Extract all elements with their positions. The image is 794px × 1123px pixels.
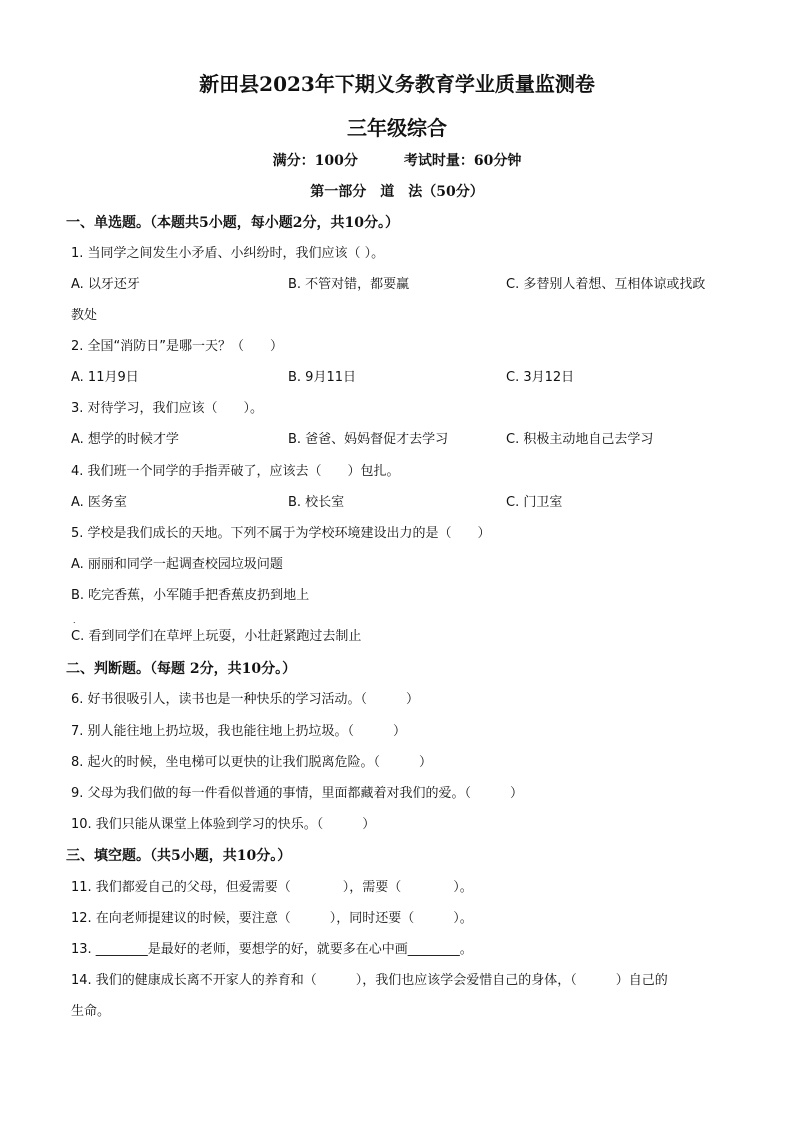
question-14-continued: 生命。 [71,1004,111,1019]
full-score: 满分：100分 [272,153,358,169]
section-heading-single-choice: 一、单选题。（本题共5小题，每小题2分，共10分。） [66,215,399,231]
question-1-option-a: A. 以牙还牙 [71,277,140,292]
question-2-stem: 2. 全国“消防日”是哪一天？（ ） [71,339,284,354]
question-3-option-b: B. 爸爸、妈妈督促才去学习 [288,432,449,447]
question-9: 9. 父母为我们做的每一件看似普通的事情，里面都藏着对我们的爱。（ ） [71,786,524,801]
exam-duration: 考试时量：60分钟 [403,153,522,169]
question-1-option-c-continued: 教处 [71,308,98,323]
question-11: 11. 我们都爱自己的父母，但爱需要（ ），需要（ ）。 [71,880,473,895]
question-5-option-a: A. 丽丽和同学一起调查校园垃圾问题 [71,557,283,572]
question-10: 10. 我们只能从课堂上体验到学习的快乐。（ ） [71,817,376,832]
question-12: 12. 在向老师提建议的时候，要注意（ ），同时还要（ ）。 [71,911,473,926]
question-4-option-a: A. 医务室 [71,495,127,510]
question-5-stem: 5. 学校是我们成长的天地。下列不属于为学校环境建设出力的是（ ） [71,526,491,541]
question-3-option-a: A. 想学的时候才学 [71,432,179,447]
question-2-option-c: C. 3月12日 [506,370,575,385]
section-heading-fill-in: 三、填空题。（共5小题，共10分。） [66,848,292,864]
part-heading: 第一部分 道 法（50分） [310,184,484,200]
question-13: 13. ________是最好的老师，要想学的好，就要多在心中画________。 [71,942,473,957]
exam-meta [0,150,794,170]
question-1-stem: 1. 当同学之间发生小矛盾、小纠纷时，我们应该（ ）。 [71,246,385,261]
question-1-option-b: B. 不管对错，都要赢 [288,277,410,292]
question-14: 14. 我们的健康成长离不开家人的养育和（ ），我们也应该学会爱惜自己的身体，（ ）自己的 [71,973,668,988]
question-4-stem: 4. 我们班一个同学的手指弄破了，应该去（ ）包扎。 [71,464,400,479]
question-7: 7. 别人能往地上扔垃圾，我也能往地上扔垃圾。（ ） [71,724,407,739]
question-5-stray-dot: ． [73,616,81,625]
question-5-option-b: B. 吃完香蕉，小军随手把香蕉皮扔到地上 [71,588,310,603]
question-4-option-b: B. 校长室 [288,495,345,510]
question-6: 6. 好书很吸引人，读书也是一种快乐的学习活动。（ ） [71,692,420,707]
question-4-option-c: C. 门卫室 [506,495,563,510]
question-3-option-c: C. 积极主动地自己去学习 [506,432,654,447]
question-5-option-c: C. 看到同学们在草坪上玩耍，小壮赶紧跑过去制止 [71,629,362,644]
exam-title: 新田县2023年下期义务教育学业质量监测卷 [199,72,595,96]
section-heading-true-false: 二、判断题。（每题 2分，共10分。） [66,661,297,677]
question-2-option-a: A. 11月9日 [71,370,139,385]
question-1-option-c: C. 多替别人着想、互相体谅或找政 [506,277,706,292]
exam-subtitle: 三年级综合 [347,116,447,140]
question-3-stem: 3. 对待学习，我们应该（ ）。 [71,401,264,416]
question-2-option-b: B. 9月11日 [288,370,356,385]
question-8: 8. 起火的时候，坐电梯可以更快的让我们脱离危险。（ ） [71,755,433,770]
